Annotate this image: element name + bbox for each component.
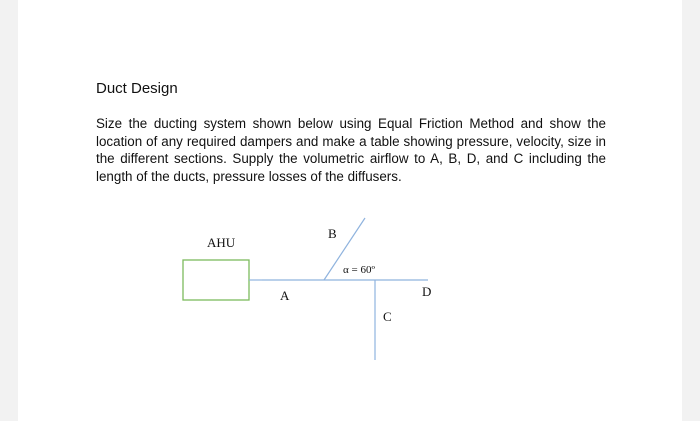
label-b: B xyxy=(328,226,337,241)
angle-label: α = 60º xyxy=(343,264,375,276)
label-a: A xyxy=(280,288,290,303)
problem-statement: Size the ducting system shown below using Equal Friction Method and show the location of any required dampers and make a table showing pressure, velocity, size in the different sections. Supply the volumetric airflow to A, B, D, and C including the length of the ducts, pressure losses of the diffusers. xyxy=(96,116,606,184)
ahu-box xyxy=(183,260,249,300)
ahu-label: AHU xyxy=(207,235,236,250)
page-title: Duct Design xyxy=(96,80,178,97)
label-c: C xyxy=(383,309,392,324)
label-d: D xyxy=(422,284,432,299)
